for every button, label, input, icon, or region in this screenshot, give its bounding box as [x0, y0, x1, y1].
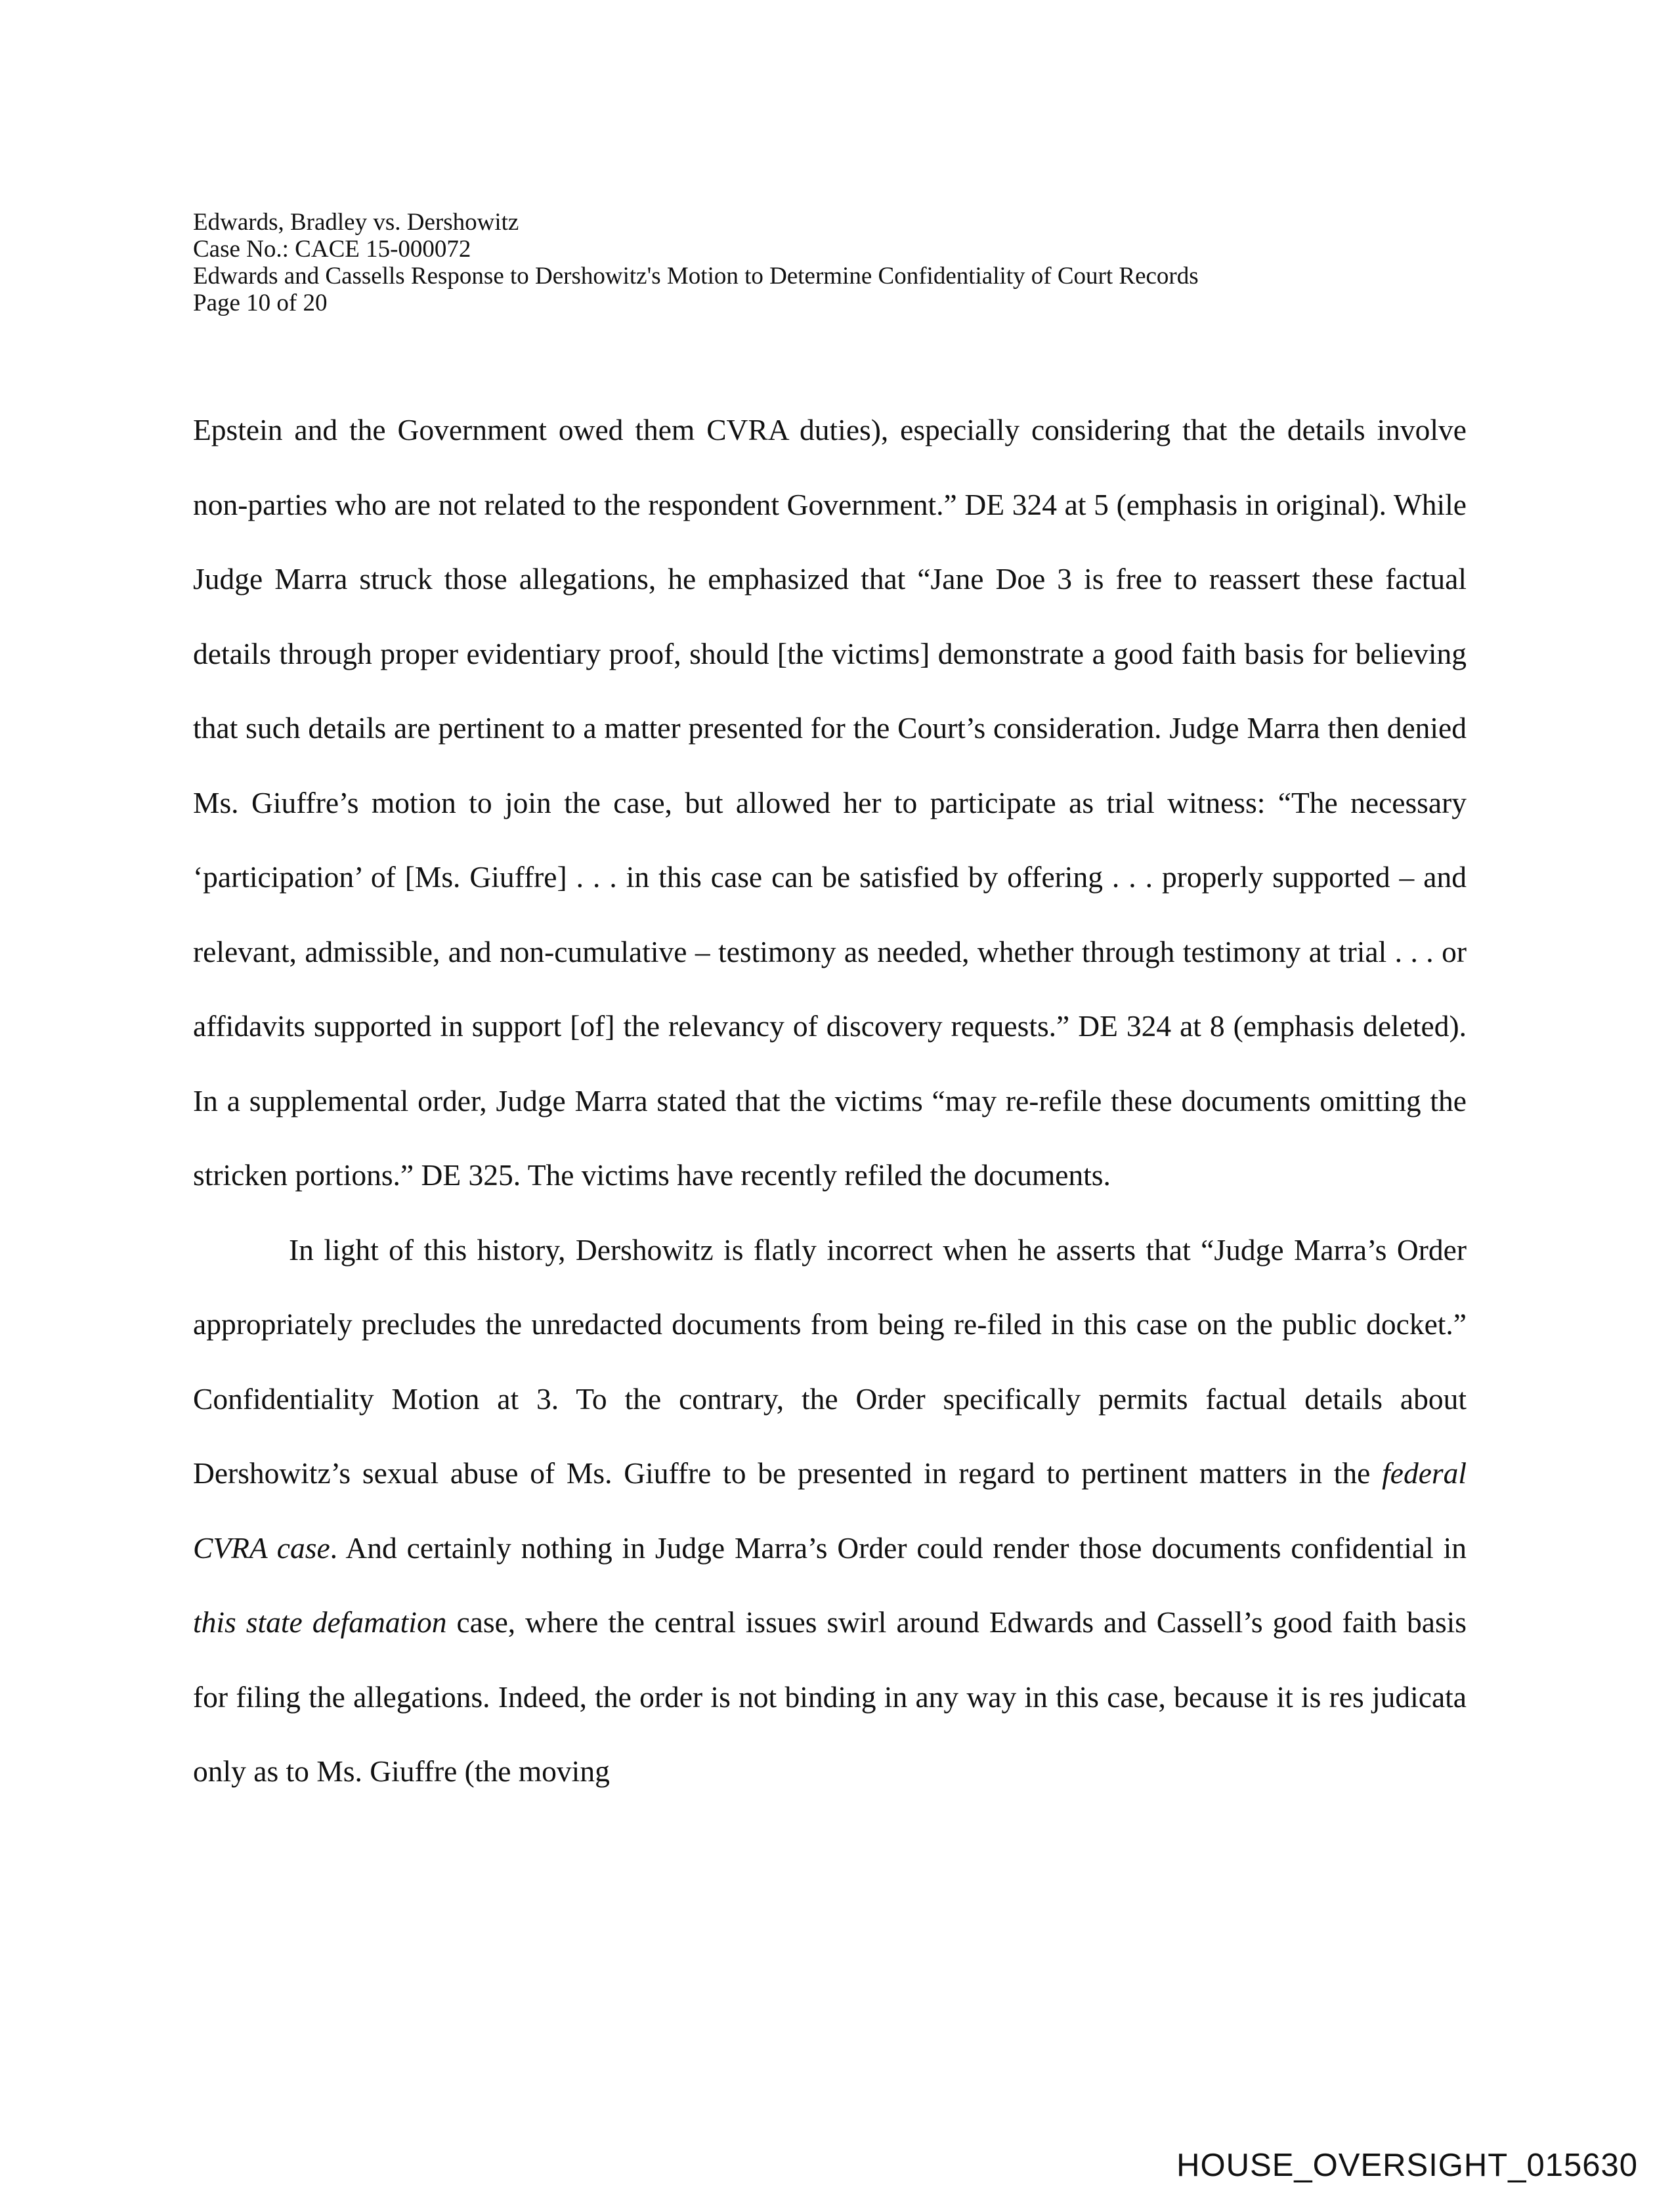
page-indicator: Page 10 of 20	[193, 290, 328, 316]
paragraph-text: case, where the central issues swirl around Edwards and Cassell’s good faith basis for filing the allegations. Indeed, the order is not binding in any way in this case, because it is res judicata only as to Ms. Giuffre (the moving	[193, 1605, 1467, 1788]
body-paragraph	[193, 1213, 1467, 1809]
emphasized-text: this state defamation	[193, 1605, 447, 1639]
document-title: Edwards and Cassells Response to Dershowitz's Motion to Determine Confidentiality of Court Records	[193, 263, 1199, 290]
bates-stamp: HOUSE_OVERSIGHT_015630	[1176, 2148, 1638, 2183]
case-number: Case No.: CACE 15-000072	[193, 236, 471, 263]
emphasized-text: federal CVRA case	[193, 1456, 1467, 1565]
document-body	[193, 393, 1467, 1809]
paragraph-text: Epstein and the Government owed them CVRA duties), especially considering that the details involve non-parties who are not related to the respondent Government.” DE 324 at 5 (emphasis in original). While Judge Marra struck those allegations, he emphasized that “Jane Doe 3 is free to reassert these factual details through proper evidentiary proof, should [the victims] demonstrate a good faith basis for believing that such details are pertinent to a matter presented for the Court’s consideration. Judge Marra then denied Ms. Giuffre’s motion to join the case, but allowed her to participate as trial witness: “The necessary ‘participation’ of [Ms. Giuffre] . . . in this case can be satisfied by offering . . . properly supported – and relevant, admissible, and non-cumulative – testimony as needed, whether through testimony at trial . . . or affidavits supported in support [of] the relevancy of discovery requests.” DE 324 at 8 (emphasis deleted). In a supplemental order, Judge Marra stated that the victims “may re-refile these documents omitting the stricken portions.” DE 325. The victims have recently refiled the documents.	[193, 413, 1467, 1192]
document-header	[193, 209, 1506, 316]
paragraph-text: In light of this history, Dershowitz is flatly incorrect when he asserts that “Judge Marra’s Order appropriately precludes the unredacted documents from being re-filed in this case on the public docket.” Confidentiality Motion at 3. To the contrary, the Order specifically permits factual details about Dershowitz’s sexual abuse of Ms. Giuffre to be presented in regard to pertinent matters in the	[193, 1232, 1467, 1490]
body-paragraph	[193, 393, 1467, 1213]
case-caption: Edwards, Bradley vs. Dershowitz	[193, 209, 519, 236]
paragraph-text: . And certainly nothing in Judge Marra’s Order could render those documents confidential in	[330, 1530, 1467, 1565]
